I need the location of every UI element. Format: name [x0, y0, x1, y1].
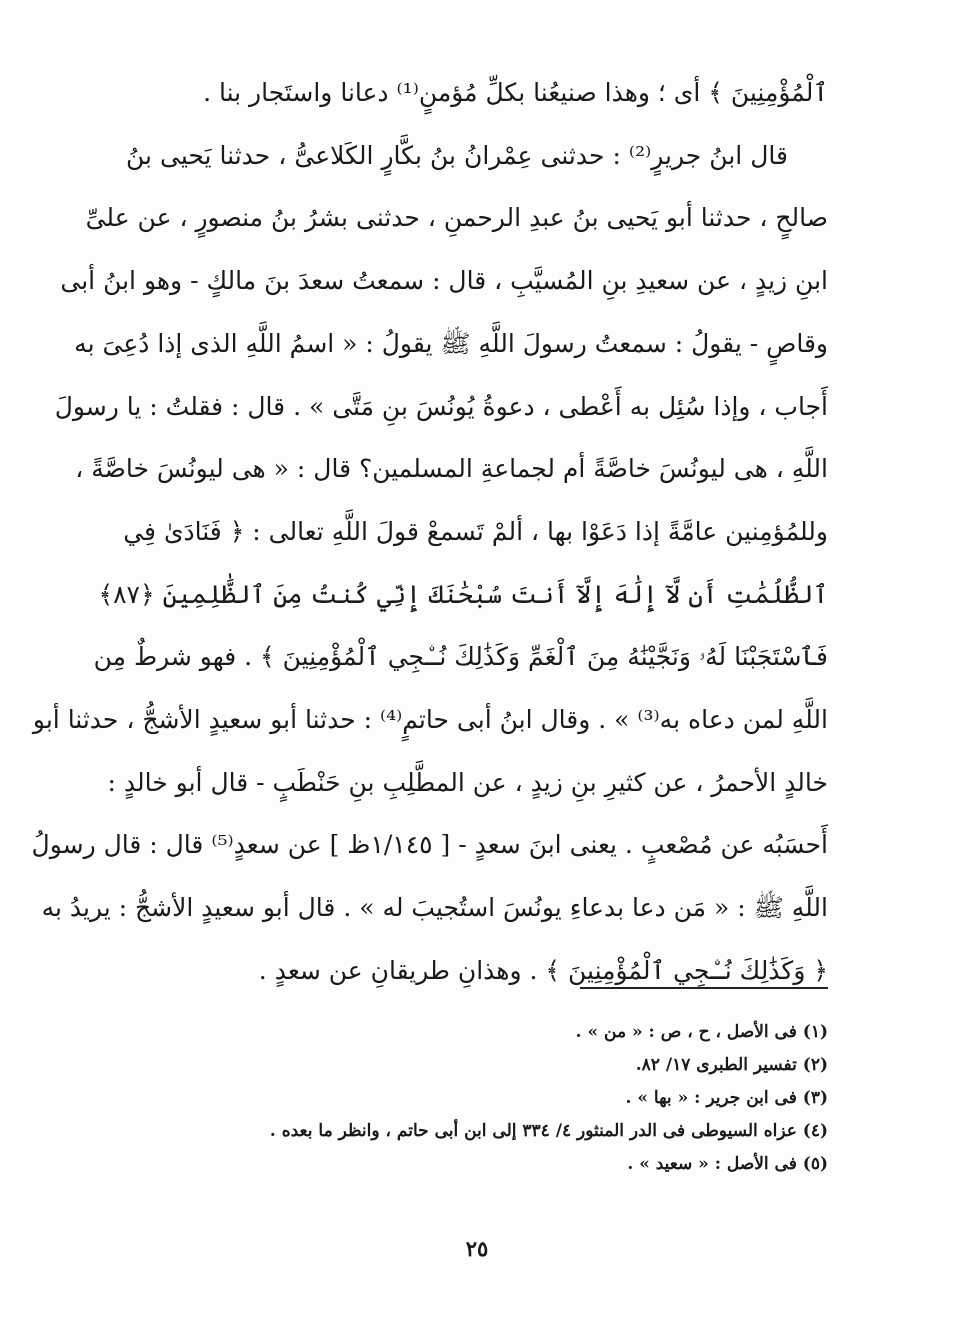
- footnotes: [126, 1016, 828, 1181]
- paragraph-2: [31, 125, 828, 1003]
- text-line: ٱلْمُؤْمِنِينَ ﴾ أى ؛ وهذا صنيعُنا بكلِّ مُؤمنٍ⁽¹⁾ دعانا واستَجار بنا .: [203, 78, 828, 107]
- text-line: ابنِ زيدٍ ، عن سعيدِ بنِ المُسيَّبِ ، قال : سمعتُ سعدَ بنَ مالكٍ - وهو ابنُ أبى: [60, 266, 828, 296]
- text-line: ﴿ وَكَذَٰلِكَ نُـۨجِي ٱلْمُؤْمِنِينَ ﴾ . وهذانِ طريقانِ عن سعدٍ .: [258, 955, 828, 985]
- footnote-1: (١) فى الأصل ، ح ، ص : « من » .: [575, 1022, 828, 1042]
- footnote-2: (٢) تفسير الطبرى ١٧/ ٨٢.: [635, 1055, 828, 1075]
- text-line: أَجاب ، وإذا سُئِل به أَعْطى ، دعوةُ يُونُسَ بنِ مَتَّى » . قال : فقلتُ : يا رسولَ: [54, 391, 828, 421]
- footnote-5: (٥) فى الأصل : « سعيد » .: [627, 1154, 828, 1174]
- text-line: قال ابنُ جريرٍ⁽²⁾ : حدثنى عِمْرانُ بنُ بكَّارٍ الكَلاعىُّ ، حدثنا يَحيى بنُ: [126, 140, 788, 170]
- text-line: خالدٍ الأحمرُ ، عن كثيرِ بنِ زيدٍ ، عن المطَّلِبِ بنِ حَنْطَبٍ - قال أبو خالدٍ :: [107, 767, 828, 797]
- text-line: اللَّهِ لمن دعاه به⁽³⁾ » . وقال ابنُ أبى حاتمٍ⁽⁴⁾ : حدثنا أبو سعيدٍ الأشجُّ ، حدثنا أبو: [32, 705, 828, 735]
- paragraph-1: [126, 62, 828, 125]
- quran-verse-line: فَٱسْتَجَبْنَا لَهُۥ وَنَجَّيْنَٰهُ مِنَ ٱلْغَمِّ وَكَذَٰلِكَ نُـۨجِي ٱلْمُؤْمِنِينَ ﴾ . فهو شرطٌ مِن: [93, 642, 828, 672]
- footnote-3: (٣) فى ابن جرير : « بها » .: [625, 1088, 828, 1108]
- footnote-separator: [580, 987, 828, 989]
- text-line: صالحٍ ، حدثنا أبو يَحيى بنُ عبدِ الرحمنِ ، حدثنى بشرُ بنُ منصورٍ ، عن علىِّ: [85, 203, 828, 233]
- footnote-4: (٤) عزاه السيوطى فى الدر المنثور ٤/ ٣٣٤ إلى ابن أبى حاتم ، وانظر ما بعده .: [269, 1121, 828, 1141]
- text-line: وللمُؤمِنين عامَّةً إذا دَعَوْا بها ، ألمْ تَسمعْ قولَ اللَّهِ تعالى : ﴿ فَنَادَىٰ فِي: [123, 516, 828, 546]
- quran-verse-line: ٱلظُّلُمَٰتِ أَن لَّآ إِلَٰهَ إِلَّآ أَنتَ سُبْحَٰنَكَ إِنِّي كُنتُ مِنَ ٱلظَّٰلِمِينَ ﴿٨٧﴾: [98, 579, 828, 609]
- text-line: أَحسَبُه عن مُصْعبٍ . يعنى ابنَ سعدٍ - [ ١/١٤٥ظ ] عن سعدٍ⁽⁵⁾ قال : قال رسولُ: [31, 830, 828, 860]
- page-number: ٢٥: [465, 1236, 489, 1261]
- text-line: اللَّهِ ﷺ : « مَن دعا بدعاءِ يونُسَ استُجيبَ له » . قال أبو سعيدٍ الأشجُّ : يريدُ به: [41, 893, 828, 923]
- text-line: اللَّهِ ، هى ليونُسَ خاصَّةً أم لجماعةِ المسلمين؟ قال : « هى ليونُسَ خاصَّةً ،: [75, 454, 828, 484]
- text-line: وقاصٍ - يقولُ : سمعتُ رسولَ اللَّهِ ﷺ يقولُ : « اسمُ اللَّهِ الذى إذا دُعِىَ به: [74, 328, 828, 358]
- main-text: [31, 62, 828, 1003]
